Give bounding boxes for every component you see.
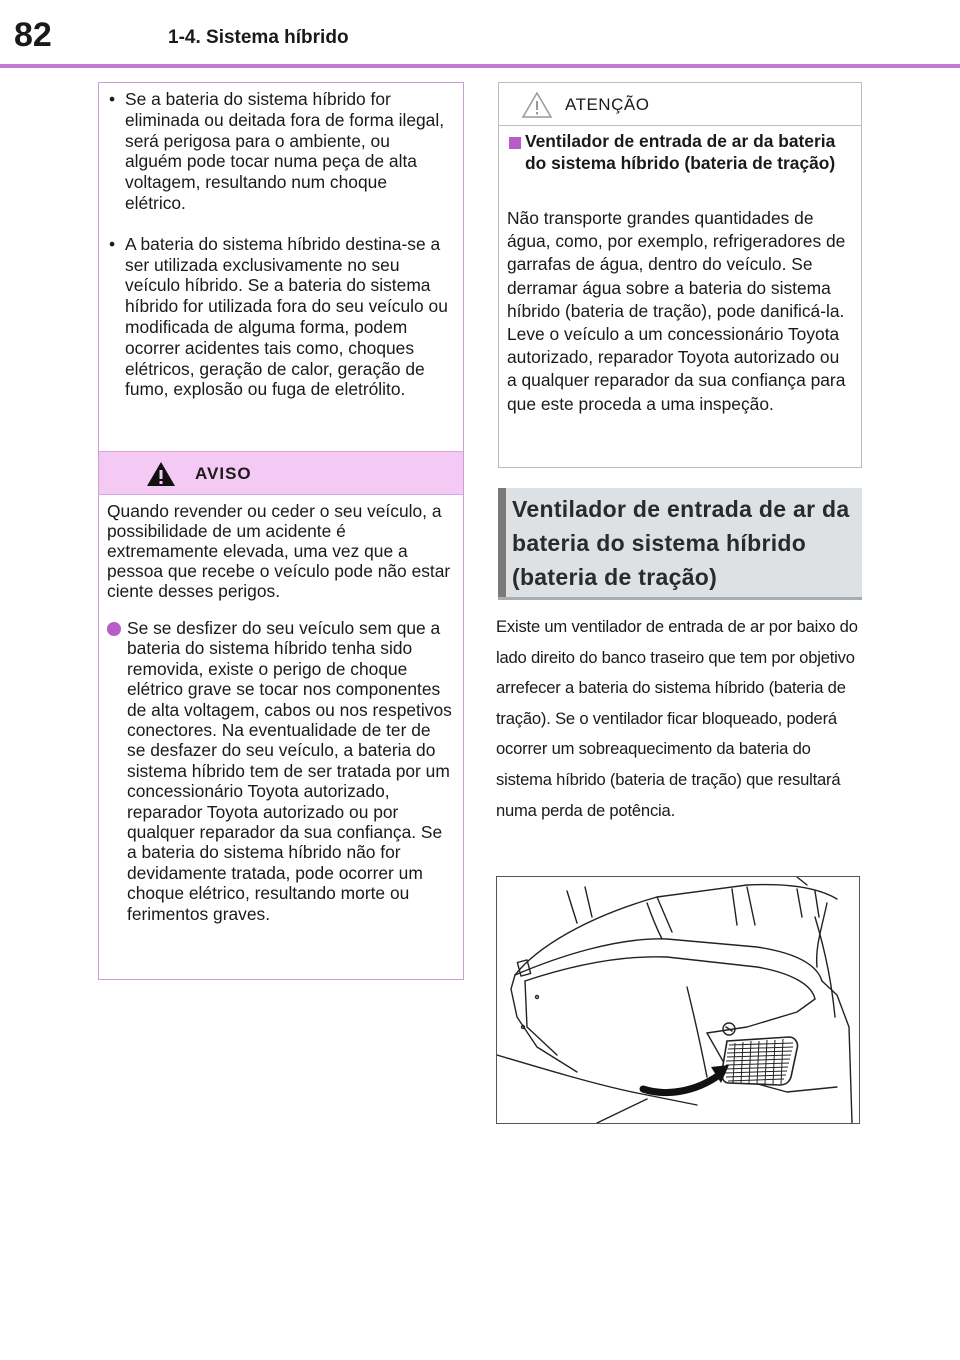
caution-icon <box>521 91 553 119</box>
aviso-label: AVISO <box>195 464 252 483</box>
aviso-header <box>99 451 463 495</box>
arrow-icon <box>643 1065 729 1093</box>
bullet-dot: • <box>109 233 116 254</box>
aviso-text: Quando revender ou ceder o seu veículo, a possibilidade de um acidente é extremamente elevada, uma vez que a pessoa que recebe o veículo pode não estar ciente desses perigos. <box>107 501 451 601</box>
bullet-dot: • <box>109 89 116 109</box>
bullet-text: A bateria do sistema híbrido destina-se a ser utilizada exclusivamente no seu veículo híbrido. Se a bateria do sistema híbrido for utilizada fora do seu veículo ou modificada de alguma forma, podem ocorrer acidentes tais como, choques elétricos, geração de calor, geração de fumo, explosão ou fuga de eletrólito. <box>125 233 448 400</box>
circle-bullet-item <box>107 618 453 924</box>
warning-box <box>98 82 464 980</box>
caution-body: Não transporte grandes quantidades de água, como, por exemplo, refrigeradores de garrafas de água, dentro do veículo. Se derramar água sobre a bateria do sistema híbrido (bateria de tração), pode danificá-la. Leve o veículo a um concessionário Toyota autorizado, reparador Toyota autorizado ou a qualquer reparador da sua confiança para que este proceda a uma inspeção. <box>507 208 846 414</box>
rear-seat-illustration <box>496 876 860 1124</box>
circle-bullet-text: Se se desfizer do seu veículo sem que a bateria do sistema híbrido tenha sido removida, existe o perigo de choque elétrico grave se tocar nos componentes de alta voltagem, cabos ou nos respetivos conectores. Na eventualidade de ter de se desfazer do seu veículo, a bateria do sistema híbrido tem de ser tratada por um concessionário Toyota autorizado, reparador Toyota autorizado ou por qualquer reparador da sua confiança. Se a bateria do sistema híbrido não for devidamente tratada, pode ocorrer um choque elétrico, resultando morte ou ferimentos graves. <box>127 618 452 924</box>
body-paragraph: Existe um ventilador de entrada de ar por baixo do lado direito do banco traseiro que tem por objetivo arrefecer a bateria do sistema híbrido (bateria de tração). Se o ventilador ficar bloqueado, poderá ocorrer um sobreaquecimento da bateria do sistema híbrido (bateria de tração) que resultará numa perda de potência. <box>496 617 858 820</box>
section-title: 1-4. Sistema híbrido <box>168 27 349 48</box>
square-bullet-icon <box>509 137 521 149</box>
caution-header <box>499 83 861 126</box>
caution-label: ATENÇÃO <box>565 95 650 114</box>
circle-bullet-icon <box>107 622 121 636</box>
warning-icon <box>145 460 177 488</box>
heading-accent-bar <box>498 488 506 597</box>
bullet-item <box>99 234 463 400</box>
header-rule <box>0 64 960 68</box>
bullet-text: Se a bateria do sistema híbrido for eliminada ou deitada fora de forma ilegal, será perigosa para o ambiente, ou alguém pode tocar numa peça de alta voltagem, resultando num choque elétrico. <box>125 89 445 213</box>
section-heading-box <box>498 488 862 600</box>
caution-subtitle: Ventilador de entrada de ar da bateria do sistema híbrido (bateria de tração) <box>525 131 836 173</box>
air-intake-vent-icon <box>722 1037 798 1085</box>
bullet-list <box>99 89 463 420</box>
page-number: 82 <box>14 16 52 54</box>
section-heading: Ventilador de entrada de ar da bateria do sistema híbrido (bateria de tração) <box>512 496 850 590</box>
caution-box <box>498 82 862 468</box>
seat-vent-drawing <box>497 877 859 1123</box>
bullet-item <box>99 89 463 214</box>
